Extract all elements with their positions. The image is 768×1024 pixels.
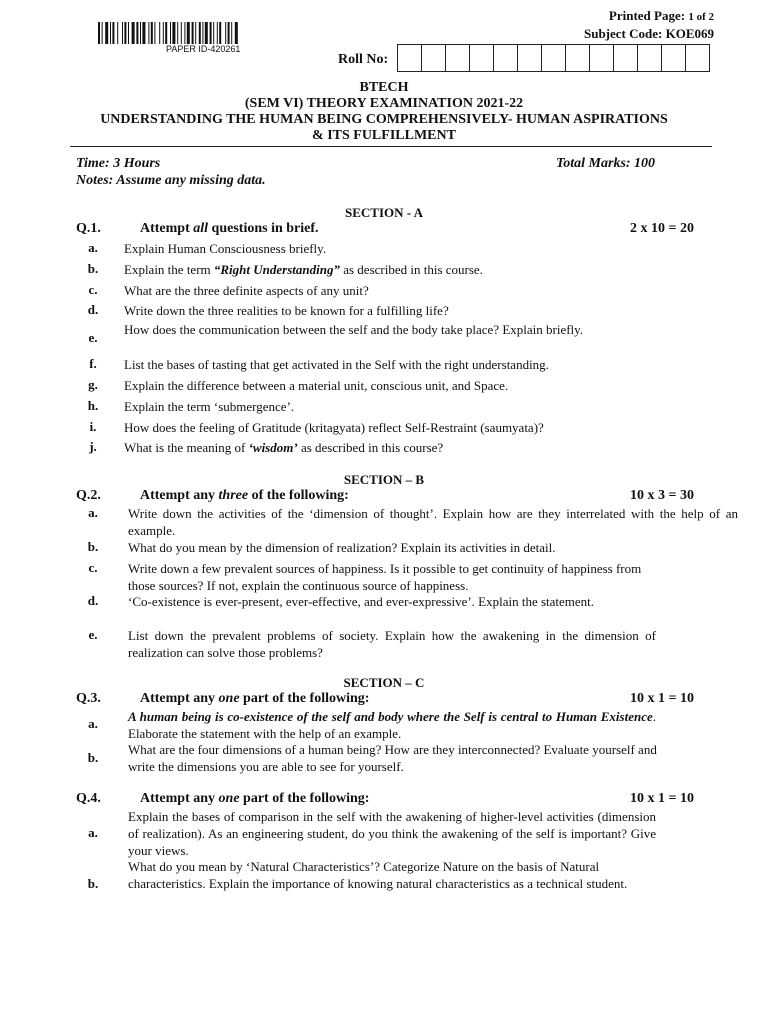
- q2-marks: 10 x 3 = 30: [630, 488, 694, 503]
- q4-item-text: Explain the bases of comparison in the self with the awakening of higher-level activities (dimension of realization). As an engineering student, do you think the awakening of the self is important? Give your views.: [128, 809, 656, 858]
- barcode-bar: [219, 22, 221, 44]
- barcode-bar: [170, 22, 171, 44]
- q1-item-label: e.: [88, 330, 98, 345]
- q2-item-text: Write down a few prevalent sources of happiness. Is it possible to get continuity of happiness from those sources? If not, explain the continuous source of happiness.: [128, 561, 642, 593]
- roll-no-digit-box[interactable]: [637, 44, 662, 72]
- barcode-bar: [117, 22, 118, 44]
- q2-item-label: e.: [88, 627, 98, 642]
- q3-number: Q.3.: [76, 691, 101, 706]
- q1-item-label: a.: [88, 240, 98, 255]
- roll-no-digit-box[interactable]: [517, 44, 542, 72]
- barcode-bar: [192, 22, 194, 44]
- barcode-bar: [142, 22, 145, 44]
- barcode-bar: [177, 22, 178, 44]
- barcode-bar: [228, 22, 230, 44]
- q1-marks: 2 x 10 = 20: [630, 221, 694, 236]
- q1-item-text: Explain the term ‘submergence’.: [124, 399, 295, 414]
- q2-item-label: b.: [87, 539, 99, 554]
- q3-item-label: b.: [87, 750, 99, 765]
- roll-no-digit-box[interactable]: [613, 44, 638, 72]
- barcode-bar: [110, 22, 111, 44]
- q4-item-label: b.: [87, 876, 99, 891]
- barcode-bar: [136, 22, 138, 44]
- barcode-bar: [122, 22, 123, 44]
- q2-number: Q.2.: [76, 488, 101, 503]
- q1-item-text: How does the feeling of Gratitude (kritagyata) reflect Self-Restraint (saumyata)?: [124, 420, 544, 435]
- barcode-bar: [235, 22, 238, 44]
- barcode-bar: [225, 22, 226, 44]
- q1-item-text: How does the communication between the self and the body take place? Explain briefly.: [124, 322, 584, 337]
- barcode-bar: [112, 22, 114, 44]
- section-a-title: SECTION - A: [344, 205, 424, 220]
- q2-item-label: d.: [87, 593, 99, 608]
- q4-item-label: a.: [88, 825, 98, 840]
- q1-item-text: Explain Human Consciousness briefly.: [124, 241, 327, 256]
- q1-item-label: h.: [87, 398, 99, 413]
- subject-title-line1: UNDERSTANDING THE HUMAN BEING COMPREHENSIVELY- HUMAN ASPIRATIONS: [100, 112, 668, 127]
- barcode-bar: [165, 22, 167, 44]
- q3-item-text: What are the four dimensions of a human being? How are they interconnected? Evaluate yourself and write the dimensions you are able to see for yourself.: [128, 742, 657, 774]
- barcode-bar: [140, 22, 141, 44]
- barcode-bar: [105, 22, 108, 44]
- roll-no-digit-box[interactable]: [421, 44, 446, 72]
- roll-no-digit-box[interactable]: [469, 44, 494, 72]
- roll-no-label: Roll No:: [338, 52, 389, 67]
- notes: Notes: Assume any missing data.: [76, 173, 266, 188]
- barcode-bar: [102, 22, 103, 44]
- barcode: [98, 22, 283, 44]
- roll-no-digit-box[interactable]: [589, 44, 614, 72]
- q1-instruction: Attempt all questions in brief.: [140, 221, 319, 236]
- printed-page: Printed Page: 1 of 2: [608, 8, 714, 23]
- total-marks: Total Marks: 100: [556, 156, 656, 171]
- q2-item-label: a.: [88, 505, 98, 520]
- barcode-bar: [199, 22, 201, 44]
- barcode-bar: [181, 22, 182, 44]
- roll-no-digit-box[interactable]: [541, 44, 566, 72]
- time: Time: 3 Hours: [76, 156, 161, 171]
- q2-item-text: List down the prevalent problems of society. Explain how the awakening in the dimension of realization can solve those problems?: [128, 628, 656, 660]
- q1-item-label: i.: [89, 419, 97, 434]
- q2-instruction: Attempt any three of the following:: [140, 488, 349, 503]
- q1-item-text: Write down the three realities to be known for a fulfilling life?: [124, 303, 449, 318]
- roll-no-digit-box[interactable]: [661, 44, 686, 72]
- header-divider: [70, 146, 712, 147]
- barcode-bar: [159, 22, 160, 44]
- q1-item-label: f.: [89, 356, 97, 371]
- q2-item-text: Write down the activities of the ‘dimension of thought’. Explain how are they interrelated with the help of an example.: [128, 506, 738, 538]
- subject-title-line2: & ITS FULFILLMENT: [312, 128, 456, 143]
- q3-item-label: a.: [88, 716, 98, 731]
- q1-item-text: Explain the term “Right Understanding” as described in this course.: [124, 262, 483, 277]
- q3-instruction: Attempt any one part of the following:: [140, 691, 370, 706]
- q2-item-text: ‘Co-existence is ever-present, ever-effective, and ever-expressive’. Explain the statement.: [128, 594, 595, 609]
- roll-no-digit-box[interactable]: [445, 44, 470, 72]
- q1-item-label: c.: [88, 282, 98, 297]
- roll-no-digit-box[interactable]: [565, 44, 590, 72]
- barcode-bar: [184, 22, 185, 44]
- barcode-bar: [217, 22, 218, 44]
- barcode-bar: [148, 22, 149, 44]
- q1-item-text: What is the meaning of ‘wisdom’ as described in this course?: [124, 440, 444, 455]
- barcode-bar: [187, 22, 190, 44]
- q1-item-label: j.: [89, 439, 97, 454]
- barcode-bar: [154, 22, 155, 44]
- barcode-bar: [213, 22, 214, 44]
- exam-title: (SEM VI) THEORY EXAMINATION 2021-22: [244, 96, 524, 111]
- barcode-bar: [132, 22, 135, 44]
- subject-code: Subject Code: KOE069: [583, 26, 714, 41]
- q1-item-label: g.: [88, 377, 98, 392]
- q1-item-text: Explain the difference between a material unit, conscious unit, and Space.: [124, 378, 509, 393]
- barcode-bar: [195, 22, 196, 44]
- program-title: BTECH: [359, 80, 409, 95]
- roll-no-boxes: [398, 44, 710, 72]
- barcode-bar: [151, 22, 153, 44]
- barcode-bar: [231, 22, 232, 44]
- paper-id: PAPER ID-420261: [166, 44, 241, 54]
- section-c-title: SECTION – C: [343, 675, 425, 690]
- q2-item-text: What do you mean by the dimension of realization? Explain its activities in detail.: [128, 540, 556, 555]
- q4-number: Q.4.: [76, 791, 101, 806]
- q4-instruction: Attempt any one part of the following:: [140, 791, 370, 806]
- q1-number: Q.1.: [76, 221, 101, 236]
- q3-marks: 10 x 1 = 10: [630, 691, 694, 706]
- barcode-bar: [172, 22, 175, 44]
- q4-item-text: What do you mean by ‘Natural Characteristics’? Categorize Nature on the basis of Natural characteristics. Explain the importance of knowing natural characteristics as a technical student.: [128, 859, 628, 891]
- barcode-bar: [163, 22, 164, 44]
- q1-item-text: What are the three definite aspects of any unit?: [124, 283, 369, 298]
- barcode-bar: [205, 22, 208, 44]
- q2-item-label: c.: [88, 560, 98, 575]
- q1-item-label: d.: [87, 302, 99, 317]
- q1-item-label: b.: [87, 261, 99, 276]
- barcode-bar: [124, 22, 126, 44]
- q4-marks: 10 x 1 = 10: [630, 791, 694, 806]
- barcode-bar: [128, 22, 129, 44]
- section-b-title: SECTION – B: [343, 472, 425, 487]
- q1-item-text: List the bases of tasting that get activated in the Self with the right understanding.: [124, 357, 549, 372]
- roll-no-digit-box[interactable]: [685, 44, 710, 72]
- roll-no-digit-box[interactable]: [493, 44, 518, 72]
- barcode-bar: [98, 22, 100, 44]
- barcode-bar: [210, 22, 212, 44]
- roll-no-digit-box[interactable]: [397, 44, 422, 72]
- barcode-bar: [202, 22, 203, 44]
- q3-item-text: A human being is co-existence of the self and body where the Self is central to Human Existence. Elaborate the statement with the help of an example.: [128, 709, 656, 741]
